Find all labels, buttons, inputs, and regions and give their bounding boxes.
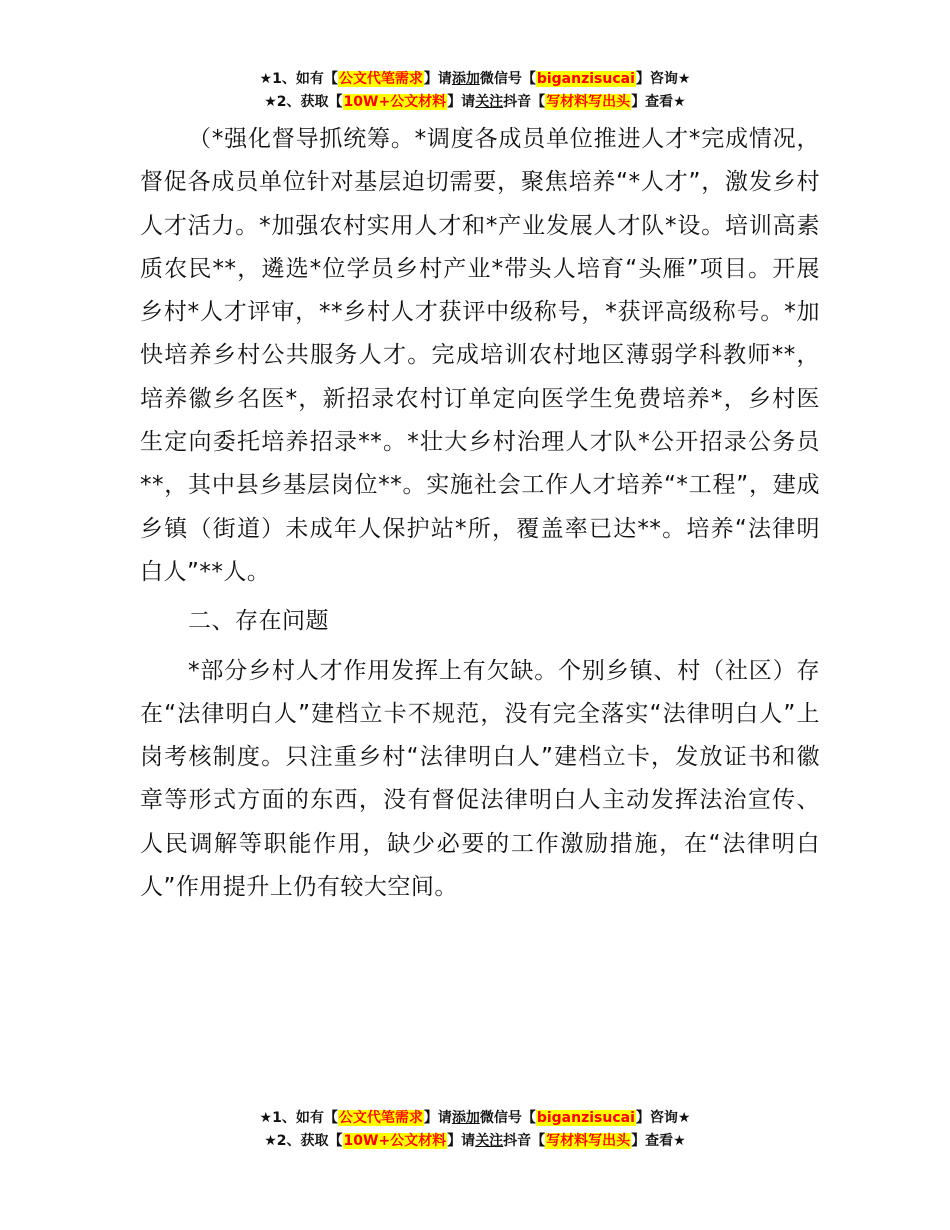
footer-highlight-ghostwriting: 公文代笔需求 xyxy=(338,1110,423,1126)
footer-line-1-mid: 】请 xyxy=(423,1110,452,1126)
footer-line-1-mid2: 微信号【 xyxy=(479,1110,536,1126)
paragraph-problems: *部分乡村人才作用发挥上有欠缺。个别乡镇、村（社区）存在“法律明白人”建档立卡不规范，没有完全落实“法律明白人”上岗考核制度。只注重乡村“法律明白人”建档立卡，发放证书和徽章等形式方面的东西，没有督促法律明白人主动发挥法治宣传、人民调解等职能作用，缺少必要的工作激励措施，在“法律明白人”作用提升上仍有较大空间。 xyxy=(140,657,820,901)
footer-highlight-materials: 10W+公文材料 xyxy=(343,1133,447,1149)
footer-promo xyxy=(0,1107,950,1153)
footer-line-2-suffix: 】查看★ xyxy=(631,1133,686,1149)
promo-line-1-mid: 】请 xyxy=(423,71,452,87)
promo-underline-follow: 关注 xyxy=(475,94,504,110)
footer-highlight-douyin: 写材料写出头 xyxy=(546,1133,631,1149)
promo-line-1-prefix: ★1、如有【 xyxy=(259,71,338,87)
footer-line-1-suffix: 】咨询★ xyxy=(635,1110,691,1126)
paragraph-talent-progress: （*强化督导抓统筹。*调度各成员单位推进人才*完成情况，督促各成员单位针对基层迫切需要，聚焦培养“*人才”，激发乡村人才活力。*加强农村实用人才和*产业发展人才队*设。培训高素质农民**，遴选*位学员乡村产业*带头人培育“头雁”项目。开展乡村*人才评审，**乡村人才获评中级称号，*获评高级称号。*加快培养乡村公共服务人才。完成培训农村地区薄弱学科教师**，培养徽乡名医*，新招录农村订单定向医学生免费培养*，乡村医生定向委托培养招录**。*壮大乡村治理人才队*公开招录公务员**，其中县乡基层岗位**。实施社会工作人才培养“*工程”，建成乡镇（街道）未成年人保护站*所，覆盖率已达**。培养“法律明白人”**人。 xyxy=(140,126,820,585)
section-heading-problems: 二、存在问题 xyxy=(188,608,329,635)
header-promo xyxy=(0,68,950,114)
promo-line-1-suffix: 】咨询★ xyxy=(635,71,691,87)
promo-line-2 xyxy=(0,91,950,114)
promo-highlight-ghostwriting: 公文代笔需求 xyxy=(338,71,423,87)
promo-line-1-mid2: 微信号【 xyxy=(479,71,536,87)
footer-promo-line-1 xyxy=(0,1107,950,1130)
promo-highlight-wechat-id: biganzisucai xyxy=(536,71,635,87)
footer-highlight-wechat-id: biganzisucai xyxy=(536,1110,635,1126)
promo-line-2-suffix: 】查看★ xyxy=(631,94,686,110)
promo-highlight-materials: 10W+公文材料 xyxy=(343,94,447,110)
footer-line-2-mid: 】请 xyxy=(447,1133,476,1149)
document-body xyxy=(140,118,820,909)
footer-line-2-mid2: 抖音【 xyxy=(503,1133,546,1149)
promo-underline-add: 添加 xyxy=(451,71,480,87)
promo-line-2-mid: 】请 xyxy=(447,94,476,110)
promo-highlight-douyin: 写材料写出头 xyxy=(546,94,631,110)
promo-line-1 xyxy=(0,68,950,91)
promo-line-2-prefix: ★2、获取【 xyxy=(264,94,343,110)
footer-underline-follow: 关注 xyxy=(475,1133,504,1149)
footer-line-1-prefix: ★1、如有【 xyxy=(259,1110,338,1126)
footer-line-2-prefix: ★2、获取【 xyxy=(264,1133,343,1149)
promo-line-2-mid2: 抖音【 xyxy=(503,94,546,110)
footer-promo-line-2 xyxy=(0,1130,950,1153)
footer-underline-add: 添加 xyxy=(451,1110,480,1126)
